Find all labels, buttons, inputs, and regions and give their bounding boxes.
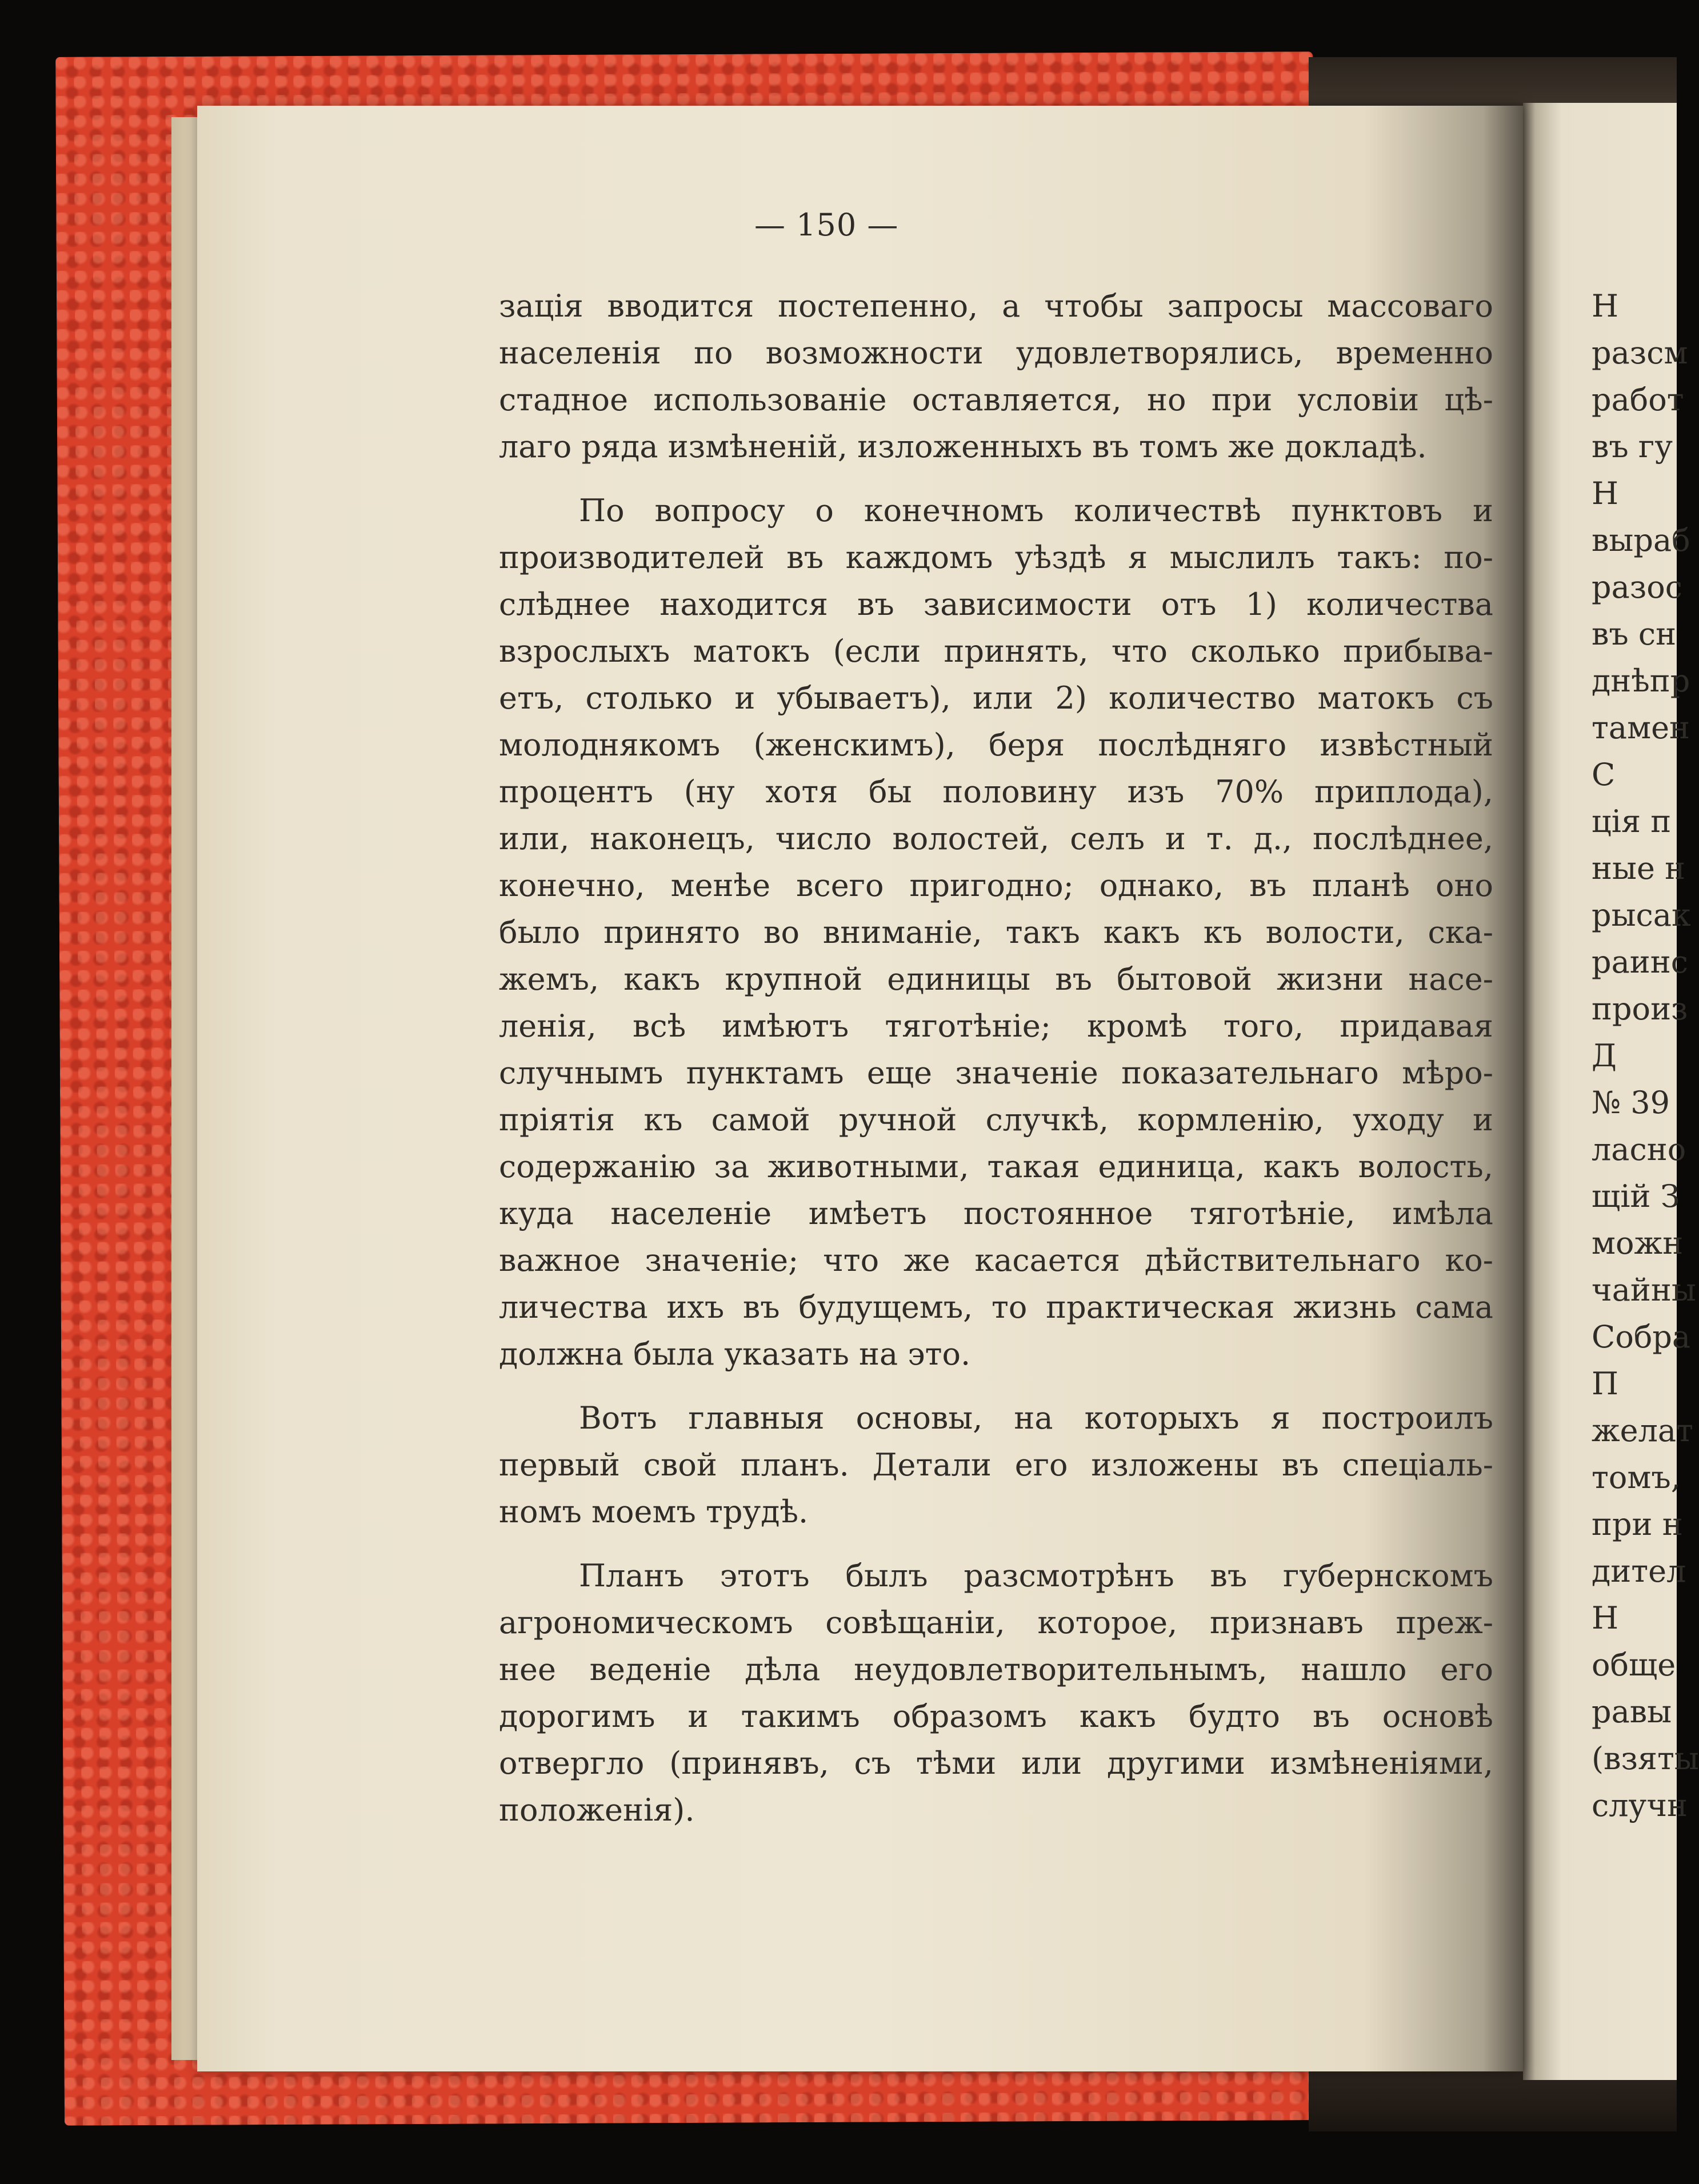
facing-page-line: разос (1592, 569, 1682, 605)
text-line: По вопросу о конечномъ количествѣ пунктовъ и (579, 493, 1493, 529)
text-line: Планъ этотъ былъ разсмотрѣнъ въ губернскомъ (579, 1558, 1493, 1594)
text-line: личества ихъ въ будущемъ, то практическая жизнь сама (499, 1289, 1493, 1325)
text-line: или, наконецъ, число волостей, селъ и т. д., послѣднее, (499, 821, 1493, 857)
text-line: стадное использованіе оставляется, но при условіи цѣ- (499, 382, 1493, 418)
text-line: положенія). (499, 1792, 695, 1828)
paragraph-gap (499, 1535, 1493, 1553)
facing-page-line: чайны (1592, 1272, 1696, 1308)
facing-page-text (1592, 283, 1699, 1829)
text-line: жемъ, какъ крупной единицы въ бытовой жизни насе- (499, 961, 1493, 997)
facing-page-line: Н (1592, 288, 1619, 324)
text-line: лаго ряда измѣненій, изложенныхъ въ томъ же докладѣ. (499, 429, 1427, 465)
text-line: взрослыхъ матокъ (если принять, что сколько прибыва- (499, 633, 1493, 669)
facing-page-line: при н (1592, 1506, 1683, 1542)
facing-page-line: желат (1592, 1413, 1694, 1449)
paragraph (499, 1395, 1493, 1535)
text-line: зація вводится постепенно, а чтобы запросы массоваго (499, 288, 1493, 324)
text-line: процентъ (ну хотя бы половину изъ 70% приплода), (499, 774, 1493, 810)
facing-page-line: раинс (1592, 944, 1688, 980)
paragraph (499, 283, 1493, 470)
facing-page-line: ласно (1592, 1131, 1686, 1167)
facing-page-line: равы (1592, 1694, 1672, 1730)
text-line: содержанію за животными, такая единица, какъ волость, (499, 1149, 1493, 1185)
text-line: населенія по возможности удовлетворялись, временно (499, 335, 1493, 371)
text-line: первый свой планъ. Детали его изложены въ спеціаль- (499, 1447, 1493, 1483)
text-line: отвергло (принявъ, съ тѣми или другими измѣненіями, (499, 1745, 1493, 1781)
facing-page-line: можн (1592, 1225, 1684, 1261)
facing-page-line: П (1592, 1366, 1619, 1402)
facing-page-line: дител (1592, 1553, 1686, 1589)
page-text (499, 283, 1493, 1834)
text-line: дорогимъ и такимъ образомъ какъ будто въ основѣ (499, 1698, 1493, 1734)
text-line: ленія, всѣ имѣютъ тяготѣніе; кромѣ того, придавая (499, 1008, 1493, 1044)
text-line: нее веденіе дѣла неудовлетворительнымъ, нашло его (499, 1651, 1493, 1687)
facing-page-line: въ гу (1592, 429, 1673, 465)
text-line: агрономическомъ совѣщаніи, которое, признавъ преж- (499, 1605, 1493, 1641)
facing-page-line: тамен (1592, 710, 1690, 746)
text-line: номъ моемъ трудѣ. (499, 1494, 809, 1530)
text-line: етъ, столько и убываетъ), или 2) количество матокъ съ (499, 680, 1493, 716)
facing-page-line: ція п (1592, 803, 1672, 839)
facing-page-line: выраб (1592, 522, 1690, 558)
facing-page-line: Собра (1592, 1319, 1691, 1355)
paragraph (499, 1553, 1493, 1834)
text-line: должна была указать на это. (499, 1336, 971, 1372)
facing-page-line: рысак (1592, 897, 1691, 933)
facing-page-line: разсм (1592, 335, 1688, 371)
text-line: куда населеніе имѣетъ постоянное тяготѣніе, имѣла (499, 1195, 1493, 1231)
facing-page-line: № 39 (1592, 1085, 1670, 1121)
facing-page-line: работ (1592, 382, 1684, 418)
text-line: молоднякомъ (женскимъ), беря послѣдняго извѣстный (499, 727, 1493, 763)
paragraph-gap (499, 1378, 1493, 1395)
text-line: конечно, менѣе всего пригодно; однако, въ планѣ оно (499, 867, 1493, 903)
facing-page-line: С (1592, 757, 1616, 793)
facing-page-line: ные н (1592, 850, 1686, 886)
text-line: производителей въ каждомъ уѣздѣ я мыслилъ такъ: по- (499, 539, 1493, 575)
facing-page-line: (взяты (1592, 1741, 1699, 1777)
facing-page-line: произ (1592, 991, 1688, 1027)
facing-page-line: въ сн (1592, 616, 1677, 652)
facing-page-line: щій З (1592, 1178, 1680, 1214)
text-line: пріятія къ самой ручной случкѣ, кормленію, уходу и (499, 1102, 1493, 1138)
text-line: важное значеніе; что же касается дѣйствительнаго ко- (499, 1242, 1493, 1278)
facing-page-line: днѣпр (1592, 663, 1690, 699)
text-line: Вотъ главныя основы, на которыхъ я построилъ (579, 1400, 1493, 1436)
paragraph (499, 487, 1493, 1378)
facing-page-line: Д (1592, 1038, 1617, 1074)
text-line: случнымъ пунктамъ еще значеніе показательнаго мѣро- (499, 1055, 1493, 1091)
paragraph-gap (499, 470, 1493, 487)
text-line: было принято во вниманіе, такъ какъ къ волости, ска- (499, 914, 1493, 950)
facing-page-line: обще (1592, 1647, 1676, 1683)
facing-page-line: случн (1592, 1787, 1688, 1823)
text-line: слѣднее находится въ зависимости отъ 1) количества (499, 586, 1493, 622)
facing-page-line: Н (1592, 475, 1619, 511)
facing-page-line: томъ, (1592, 1459, 1681, 1495)
page-number: — 150 — (754, 207, 899, 243)
facing-page-line: Н (1592, 1600, 1619, 1636)
